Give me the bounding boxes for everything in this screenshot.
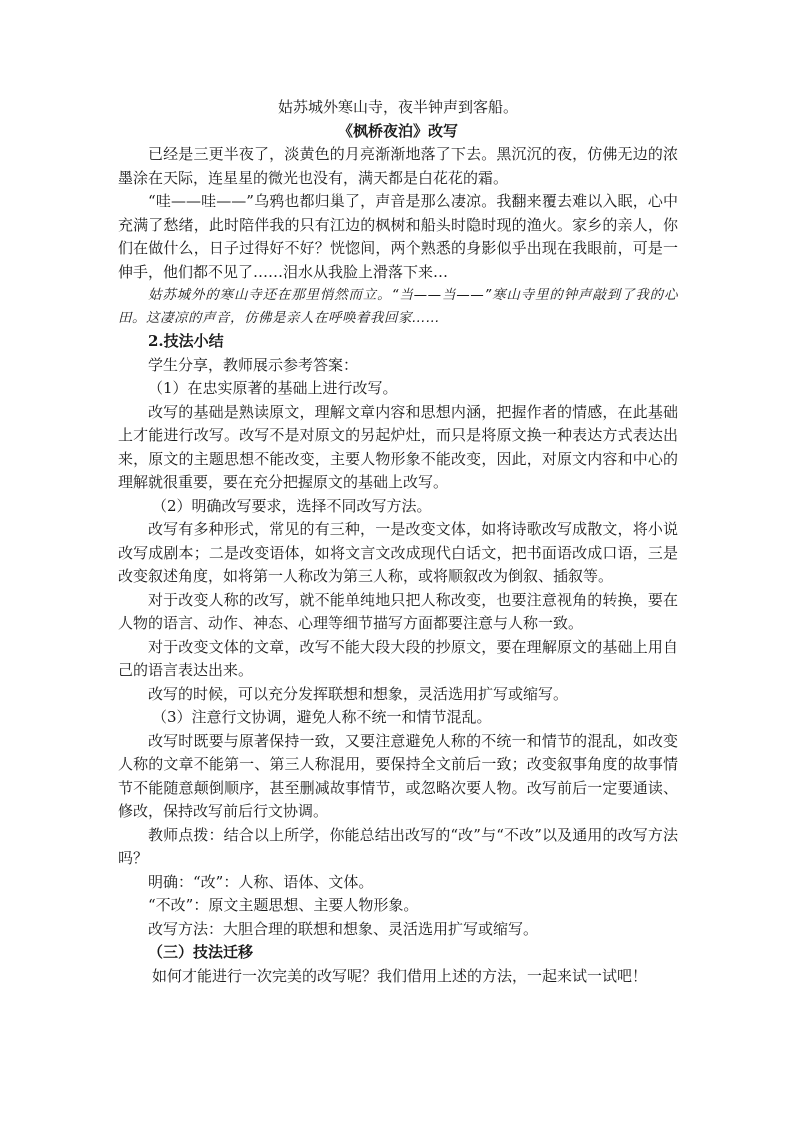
item-3-body: 改写时既要与原著保持一致，又要注意避免人称的不统一和情节的混乱，如改变人称的文章不能第一、第三人称混用，要保持全文前后一致；改变叙事角度的故事情节不能随意颠倒顺序，甚至删减故事情节，或忽略次要人物。改写前后一定要通读、修改，保持改写前后行文协调。 (118, 731, 678, 820)
item-1-body: 改写的基础是熟读原文，理解文章内容和思想内涵，把握作者的情感，在此基础上才能进行改写。改写不是对原文的另起炉灶，而只是将原文换一种表达方式表达出来，原文的主题思想不能改变，主要人物形象不能改变，因此，对原文内容和中心的理解就很重要，要在充分把握原文的基础上改写。 (118, 402, 678, 491)
item-3-title: （3）注意行文协调，避免人称不统一和情节混乱。 (152, 708, 492, 726)
transfer-body: 如何才能进行一次完美的改写呢？我们借用上述的方法，一起来试一试吧！ (152, 966, 648, 985)
item-2-title: （2）明确改写要求，选择不同改写方法。 (152, 496, 432, 515)
story-paragraph-3-handwritten: 姑苏城外的寒山寺还在那里悄然而立。“当——当——”寒山寺里的钟声敲到了我的心田。这凄凉的声音，仿佛是亲人在呼唤着我回家…… (118, 287, 678, 326)
story-paragraph-2: “哇——哇——”乌鸦也都归巢了，声音是那么凄凉。我翻来覆去难以入眠，心中充满了愁绪，此时陪伴我的只有江边的枫树和船头时隐时现的渔火。家乡的亲人，你们在做什么，日子过得好不好？恍惚间，两个熟悉的身影似乎出现在我眼前，可是一伸手，他们都不见了……泪水从我脸上滑落下来… (118, 192, 678, 281)
item-2-body-3: 对于改变文体的文章，改写不能大段大段的抄原文，要在理解原文的基础上用自己的语言表达出来。 (118, 637, 678, 679)
section-heading-techniques: 2.技法小结 (148, 332, 224, 350)
story-paragraph-1: 已经是三更半夜了，淡黄色的月亮渐渐地落了下去。黑沉沉的夜，仿佛无边的浓墨涂在天际，连星星的微光也没有，满天都是白花花的霜。 (118, 145, 678, 187)
item-2-body-2: 对于改变人称的改写，就不能单纯地只把人称改变，也要注意视角的转换，要在人物的语言、动作、神态、心理等细节描写方面都要注意与人称一致。 (118, 590, 678, 632)
item-1-title: （1）在忠实原著的基础上进行改写。 (148, 379, 398, 397)
section-heading-transfer: （三）技法迁移 (148, 943, 254, 961)
item-2-body-1: 改写有多种形式，常见的有三种，一是改变文体，如将诗歌改写成散文，将小说改写成剧本；二是改变语体，如将文言文改成现代白话文，把书面语改成口语，三是改变叙述角度，如将第一人称改为第三人称，或将顺叙改为倒叙、插叙等。 (118, 520, 678, 585)
section-intro: 学生分享，教师展示参考答案： (148, 355, 359, 374)
poem-line: 姑苏城外寒山寺，夜半钟声到客船。 (277, 98, 518, 116)
item-2-body-4: 改写的时候，可以充分发挥联想和想象，灵活选用扩写或缩写。 (148, 684, 569, 703)
clarify-no-change: “不改”：原文主题思想、主要人物形象。 (148, 896, 419, 914)
clarify-method: 改写方法：大胆合理的联想和想象、灵活选用扩写或缩写。 (148, 919, 539, 938)
essay-title: 《枫桥夜泊》改写 (337, 121, 458, 140)
document-page (118, 96, 678, 988)
teacher-note: 教师点拨：结合以上所学，你能总结出改写的“改”与“不改”以及通用的改写方法吗？ (118, 825, 678, 867)
clarify-change: 明确：“改”：人称、语体、文体。 (148, 872, 374, 891)
